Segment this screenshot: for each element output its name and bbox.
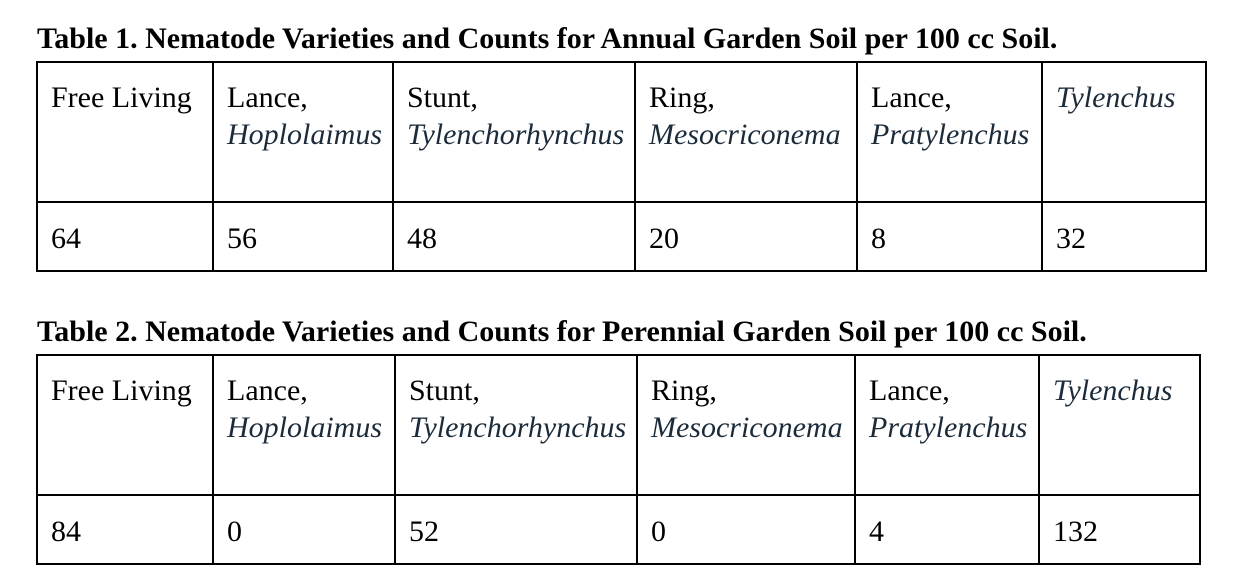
table-header-row: [37, 62, 1206, 202]
value-cell: 64: [37, 202, 213, 271]
value-cell: 4: [855, 495, 1039, 564]
header-cell-free-living: Free Living: [37, 355, 213, 495]
header-cell-ring: Ring, Mesocriconema: [637, 355, 855, 495]
value-cell: 52: [395, 495, 637, 564]
value-cell: 8: [857, 202, 1042, 271]
header-cell-lance-pratylenchus: Lance, Pratylenchus: [857, 62, 1042, 202]
header-cell-free-living: Free Living: [37, 62, 213, 202]
header-cell-ring: Ring, Mesocriconema: [635, 62, 857, 202]
value-cell: 32: [1042, 202, 1206, 271]
value-cell: 0: [213, 495, 395, 564]
header-cell-stunt: Stunt, Tylenchorhynchus: [393, 62, 635, 202]
header-cell-stunt: Stunt, Tylenchorhynchus: [395, 355, 637, 495]
value-cell: 48: [393, 202, 635, 271]
nematode-table-perennial: [36, 354, 1201, 565]
table-2-caption: Table 2. Nematode Varieties and Counts for Perennial Garden Soil per 100 cc Soil.: [37, 315, 1087, 348]
table-1-caption: Table 1. Nematode Varieties and Counts for Annual Garden Soil per 100 cc Soil.: [37, 22, 1058, 55]
value-cell: 0: [637, 495, 855, 564]
value-cell: 20: [635, 202, 857, 271]
value-cell: 56: [213, 202, 393, 271]
header-cell-lance-pratylenchus: Lance, Pratylenchus: [855, 355, 1039, 495]
table-value-row: [37, 495, 1200, 564]
nematode-table-annual: [36, 61, 1207, 272]
header-cell-tylenchus: Tylenchus: [1042, 62, 1206, 202]
value-cell: 132: [1039, 495, 1200, 564]
header-cell-tylenchus: Tylenchus: [1039, 355, 1200, 495]
table-header-row: [37, 355, 1200, 495]
header-cell-lance-hoplolaimus: Lance, Hoplolaimus: [213, 62, 393, 202]
header-cell-lance-hoplolaimus: Lance, Hoplolaimus: [213, 355, 395, 495]
table-value-row: [37, 202, 1206, 271]
value-cell: 84: [37, 495, 213, 564]
